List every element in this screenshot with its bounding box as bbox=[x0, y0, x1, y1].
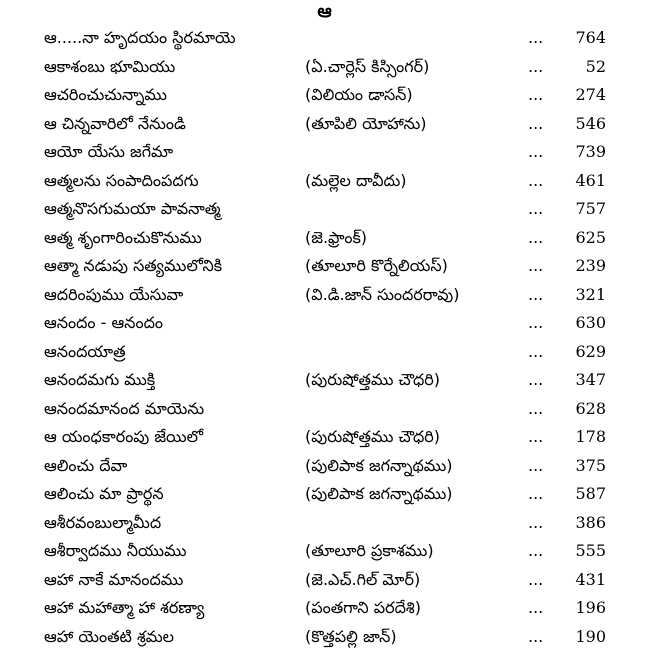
song-author: (జె.ఎచ్.గిల్ మోర్) bbox=[305, 569, 421, 589]
song-author: (విలియం డాసన్) bbox=[305, 85, 413, 104]
index-entry bbox=[0, 24, 649, 53]
song-author: (పురుషోత్తము చౌధరి) bbox=[305, 427, 441, 446]
page-number: 321 bbox=[575, 284, 606, 304]
page-number: 625 bbox=[575, 227, 606, 247]
page-number: 274 bbox=[575, 85, 606, 104]
index-entry bbox=[0, 138, 649, 167]
song-author: (వి.డి.జాన్ సుందరరావు) bbox=[305, 284, 460, 304]
page-number: 739 bbox=[575, 142, 606, 161]
leader-dots: ... bbox=[528, 56, 544, 76]
song-title: ఆ.....నా హృదయం స్థిరమాయె bbox=[44, 28, 236, 47]
song-title: ఆదరింపుము యేసువా bbox=[44, 284, 184, 304]
page-number: 630 bbox=[575, 313, 606, 332]
song-title: ఆలించు దేవా bbox=[44, 455, 128, 475]
song-title: ఆహా నాకే మానందము bbox=[44, 569, 184, 589]
song-title: ఆనందం - ఆనందం bbox=[44, 313, 163, 332]
song-author: (పులిపాక జగన్నాథము) bbox=[305, 455, 453, 475]
index-entry bbox=[0, 110, 649, 139]
song-author: (తూలూరి కొర్నేలియస్) bbox=[305, 256, 448, 275]
page-number: 375 bbox=[575, 455, 606, 475]
leader-dots: ... bbox=[528, 341, 544, 361]
leader-dots: ... bbox=[528, 626, 544, 646]
song-title: ఆ చిన్నవారిలో నేనుండి bbox=[44, 113, 186, 133]
song-author: (తూపిలి యోహాను) bbox=[305, 113, 427, 133]
song-title: ఆత్మా నడుపు సత్యములోనికి bbox=[44, 256, 223, 275]
leader-dots: ... bbox=[528, 427, 544, 446]
song-author: (పంతగాని పరదేశి) bbox=[305, 598, 421, 617]
song-title: ఆచరించుచున్నాము bbox=[44, 85, 167, 104]
song-title: ఆయో యేసు జగేమా bbox=[44, 142, 174, 161]
song-title: ఆనందమగు ముక్తి bbox=[44, 370, 156, 389]
page-number: 461 bbox=[575, 170, 606, 190]
song-author: (పులిపాక జగన్నాథము) bbox=[305, 484, 453, 503]
song-title: ఆలించు మా ప్రార్థన bbox=[44, 484, 164, 503]
leader-dots: ... bbox=[528, 85, 544, 104]
index-entry bbox=[0, 566, 649, 595]
song-title: ఆకాశంబు భూమియు bbox=[44, 56, 176, 76]
song-title: ఆత్మలను సంపాదింపదగు bbox=[44, 170, 199, 190]
index-entry bbox=[0, 452, 649, 481]
index-entry bbox=[0, 338, 649, 367]
leader-dots: ... bbox=[528, 598, 544, 617]
leader-dots: ... bbox=[528, 199, 544, 218]
song-author: (ఏ.చార్లెస్ కిస్సింగర్) bbox=[305, 56, 430, 76]
index-entry bbox=[0, 537, 649, 566]
leader-dots: ... bbox=[528, 227, 544, 247]
leader-dots: ... bbox=[528, 455, 544, 475]
index-entry bbox=[0, 81, 649, 110]
leader-dots: ... bbox=[528, 370, 544, 389]
song-author: (జె.ఫ్రాంక్) bbox=[305, 227, 368, 247]
song-title: ఆనందయాత్ర bbox=[44, 341, 126, 361]
page-number: 386 bbox=[575, 512, 606, 532]
song-title: ఆశీరవంబుల్మామీద bbox=[44, 512, 162, 532]
index-entry bbox=[0, 366, 649, 395]
index-entry bbox=[0, 195, 649, 224]
page-number: 431 bbox=[575, 569, 606, 589]
leader-dots: ... bbox=[528, 28, 544, 47]
page-number: 764 bbox=[575, 28, 606, 47]
index-entry bbox=[0, 480, 649, 509]
song-author: (పురుషోత్తము చౌధరి) bbox=[305, 370, 441, 389]
page-number: 628 bbox=[575, 398, 606, 418]
page-number: 555 bbox=[575, 541, 606, 560]
page-number: 546 bbox=[575, 113, 606, 133]
page-number: 239 bbox=[575, 256, 606, 275]
index-entry bbox=[0, 224, 649, 253]
page-number: 587 bbox=[575, 484, 606, 503]
leader-dots: ... bbox=[528, 398, 544, 418]
page-number: 347 bbox=[575, 370, 606, 389]
index-entry bbox=[0, 594, 649, 623]
song-title: ఆహా యెంతటి శ్రమల bbox=[44, 626, 175, 646]
song-title: ఆశీర్వాదము నీయుము bbox=[44, 541, 187, 560]
index-entry bbox=[0, 167, 649, 196]
index-entry bbox=[0, 309, 649, 338]
song-author: (మల్లెల దావీదు) bbox=[305, 170, 407, 190]
section-letter-heading: ఆ bbox=[317, 1, 332, 22]
index-entry bbox=[0, 623, 649, 652]
song-index-list bbox=[0, 24, 649, 651]
song-author: (కొత్తపల్లి జాన్) bbox=[305, 626, 397, 646]
page-number: 190 bbox=[575, 626, 606, 646]
leader-dots: ... bbox=[528, 142, 544, 161]
leader-dots: ... bbox=[528, 512, 544, 532]
song-title: ఆత్మ శృంగారించుకొనుము bbox=[44, 227, 202, 247]
index-entry bbox=[0, 509, 649, 538]
song-title: ఆహా మహాత్మా హా శరణ్యా bbox=[44, 598, 205, 617]
song-title: ఆ యంధకారంపు జేయిలో bbox=[44, 427, 204, 446]
leader-dots: ... bbox=[528, 484, 544, 503]
page-number: 196 bbox=[575, 598, 606, 617]
leader-dots: ... bbox=[528, 284, 544, 304]
index-entry bbox=[0, 281, 649, 310]
leader-dots: ... bbox=[528, 256, 544, 275]
leader-dots: ... bbox=[528, 569, 544, 589]
leader-dots: ... bbox=[528, 113, 544, 133]
page-number: 629 bbox=[575, 341, 606, 361]
index-entry bbox=[0, 395, 649, 424]
index-entry bbox=[0, 252, 649, 281]
page-number: 52 bbox=[585, 56, 606, 76]
leader-dots: ... bbox=[528, 313, 544, 332]
index-entry bbox=[0, 423, 649, 452]
page-number: 178 bbox=[575, 427, 606, 446]
song-title: ఆనందమానంద మాయెను bbox=[44, 398, 205, 418]
leader-dots: ... bbox=[528, 541, 544, 560]
page-number: 757 bbox=[575, 199, 606, 218]
index-entry bbox=[0, 53, 649, 82]
song-author: (తూలూరి ప్రకాశము) bbox=[305, 541, 434, 560]
leader-dots: ... bbox=[528, 170, 544, 190]
song-title: ఆత్మనొసగుమయా పావనాత్మ bbox=[44, 199, 221, 218]
